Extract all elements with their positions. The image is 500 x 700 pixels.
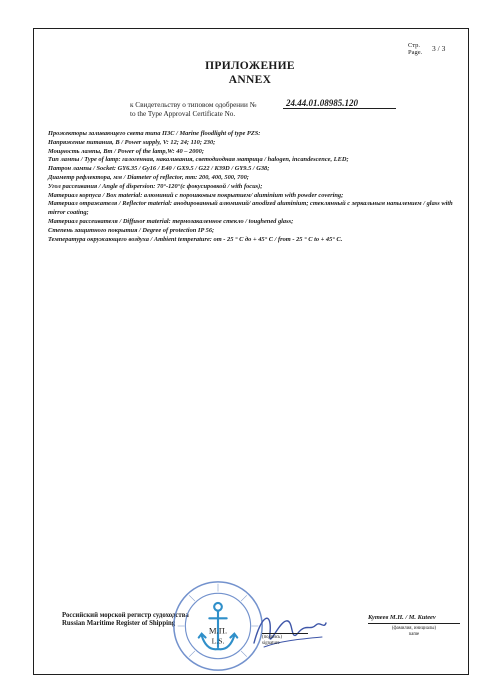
spec-line: Материал рассеивателя / Diffusor material: термозакаленное стекло / toughened glass; (48, 217, 294, 225)
spec-line: Материал отражателя / Reflector material: анодированный алюминий/ anodized aluminium; стеклянный с зеркальным напылением / glass with mirror coating; (48, 200, 453, 217)
signatory-name: Кутеев М.Н. / M. Kuteev (368, 614, 460, 624)
specification-list (48, 130, 463, 244)
register-name-ru: Российский морской регистр судоходства (62, 612, 189, 619)
signature-caption: (подпись) signature (262, 635, 282, 646)
page-number: 3 / 3 (432, 44, 446, 53)
spec-line: Материал корпуса / Box material: алюминий с порошковым покрытием/ aluminium with powder covering; (48, 191, 344, 199)
spec-line: Диаметр рефлектора, мм / Diameter of reflector, mm: 200, 400, 500, 700; (48, 173, 249, 181)
spec-line: Патрон лампы / Socket: GY6.35 / Gy16 / E40 / GX9.5 / G22 / K39D / GY9.5 / G38; (48, 165, 270, 173)
register-name-en: Russian Maritime Register of Shipping (62, 620, 176, 627)
name-caption: (фамилия, инициалы) name (391, 626, 437, 637)
certificate-number: 24.44.01.08985.120 (283, 98, 396, 109)
signature-line (262, 633, 308, 634)
certificate-reference (130, 101, 256, 119)
spec-line: Мощность лампы, Вт / Power of the lamp,W: 40 – 2000; (48, 147, 204, 155)
spec-line: Тип лампы / Type of lamp: галогенная, накаливания, светодиодная матрица / halogen, incandescence, LED; (48, 156, 349, 164)
annex-title-en: ANNEX (228, 74, 272, 86)
spec-line: Прожекторы заливающего света типа ПЗС / Marine floodlight of type PZS: (48, 130, 261, 137)
seal-text: М.П. (208, 625, 228, 636)
certificate-reference-en: to the Type Approval Certificate No. (130, 110, 236, 118)
certificate-reference-ru: к Свидетельству о типовом одобрении № (130, 101, 257, 109)
seal-text-en: L.S. (211, 636, 225, 646)
spec-line: Угол рассеивания / Angle of dispersion: 70°-120°(с фокусировкой / with focus); (48, 182, 263, 190)
annex-title-ru: ПРИЛОЖЕНИЕ (205, 60, 295, 72)
spec-line: Степень защитного покрытия / Degree of protection IP 56; (48, 226, 215, 234)
spec-line: Напряжение питания, В / Power supply, V: 12; 24; 110; 230; (48, 138, 216, 146)
spec-line: Температура окружающего воздуха / Ambient temperature: от - 25 ° C до + 45° C / from - 25 ° C to + 45° C. (48, 235, 343, 243)
page-label: Стр. Page. (408, 42, 423, 56)
